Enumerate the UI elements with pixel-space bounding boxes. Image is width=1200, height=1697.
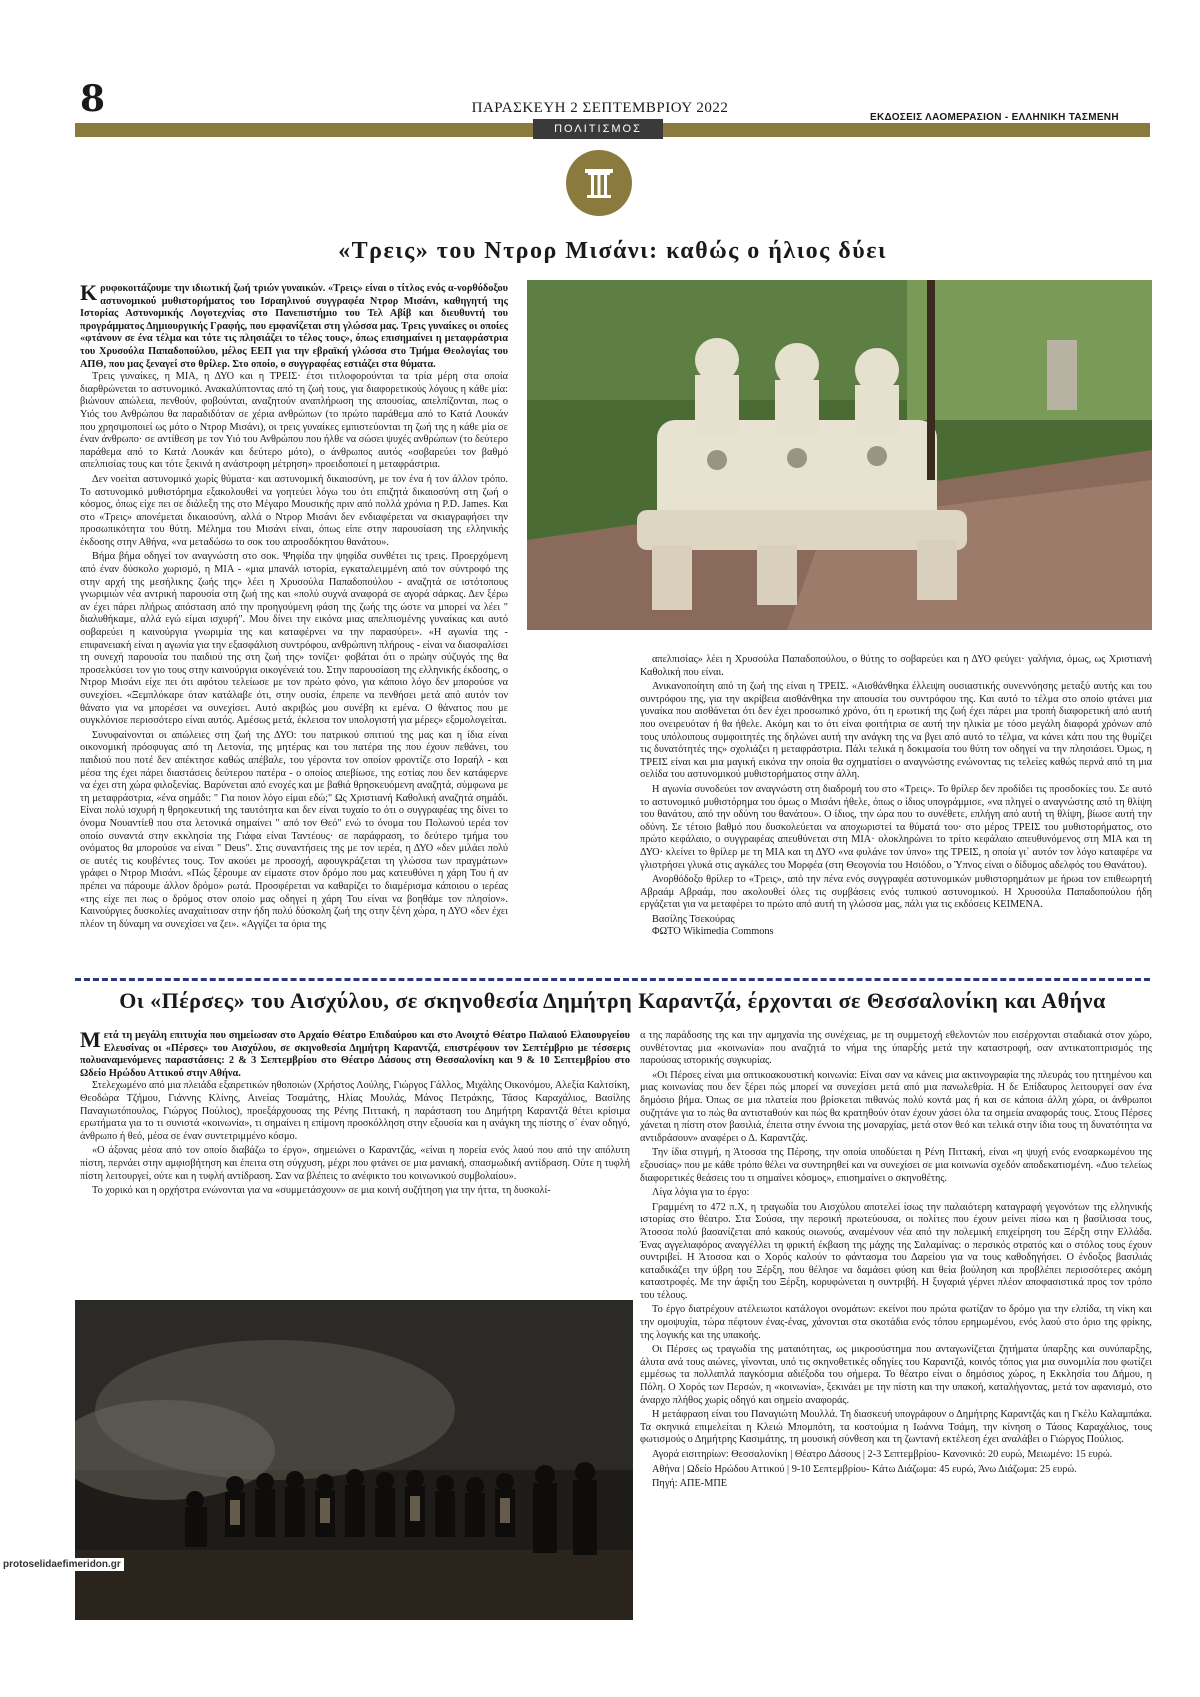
article2-left-column	[80, 1027, 630, 1200]
article1-paragraph: απελπισίας» λέει η Χρυσούλα Παπαδοπούλου, ο θύτης το σοβαρεύει και η ΔΥΟ φεύγει· γαλήνια, όμως, ως Χριστιανή Καθολική που είναι.	[640, 654, 1152, 678]
bench-sculpture-photo	[527, 280, 1152, 630]
article1-paragraph: Ανικανοποίητη από τη ζωή της είναι η ΤΡΕΙΣ. «Αισθάνθηκα έλλειψη ουσιαστικής συνεννόησης μεταξύ αυτής και του συντρόφου της, για την ακρίβεια αισθάνθηκα την απουσία του συντρόφου της. Και αυτό το τέλμα στο οποίο φτάνει μια γυναίκα που αισθάνεται ότι δεν έχει προσωπικό χρόνο, ότι η ερωτική της ζωή έχει πάρει μια τροπή διαφορετική από αυτή που ονειρευόταν ή θα ήθελε. Ακόμη και το ότι είναι φοιτήτρια σε αυτή την ηλικία με τόσο μεγάλη διαφορά χρόνων από τους υπόλοιπους συμφοιτητές της δηλώνει αυτή την ανάγκη της να βγει από αυτό το τέλμα, να κάνει κάτι που της θυμίζει τις δυνατότητές της» σχολιάζει η μεταφράστρια. Πάλι τελικά η δοκιμασία του θύτη τον οδηγεί να την πλησιάσει. Όμως, η ΤΡΕΙΣ είναι και μια μαγική εικόνα την οποία θα σχηματίσει ο αναγνώστης ενώνοντας τις τελείες καθώς περνά από τη μια σελίδα του αστυνομικού μυθιστορήματος στην άλλη.	[640, 681, 1152, 781]
article1-lead-text: ρυφοκοιτάζουμε την ιδιωτική ζωή τριών γυναικών. «Τρεις» είναι ο τίτλος ενός α-νορθόδοξου αστυνομικού μυθιστορήματος του Ισραηλινού συγγραφέα Ντρορ Μισάνι, καθηγητή της Ιστορίας Αστυνομικής Λογοτεχνίας στο Πανεπιστήμιο του Τελ Αβίβ και διευθυντή του προγράμματος Δημιουργικής Γραφής, που εμφανίζεται στη γλώσσα μας. Τρεις γυναίκες οι οποίες «φτάνουν σε ένα τέλμα και τότε τις πλησιάζει το τέλος τους», όπως επισημαίνει η μεταφράστρια του Χρυσούλα Παπαδοπούλου, μέλος ΕΕΠ για την εβραϊκή γλώσσα στο Τμήμα Θεολογίας του ΑΠΘ, που μας ξεναγεί στο θρίλερ. Στο οποίο, ο συγγραφέας εστιάζει στα θύματα.	[80, 283, 508, 370]
article2-paragraph: Το χορικό και η ορχήστρα ενώνονται για να «συμμετάσχουν» σε μια κοινή συζήτηση για την ήττα, τη δυσκολί-	[92, 1185, 551, 1197]
article2-paragraph: Γραμμένη το 472 π.Χ, η τραγωδία του Αισχύλου αποτελεί ίσως την παλαιότερη καταγραφή γεγονότων της ελληνικής ιστορίας στο θέατρο. Στα Σούσα, την περσική πρωτεύουσα, οι πολίτες που έχουν μείνει πίσω και η βασίλισσα τους, Άτοσσα πολύ βασανίζεται από κακούς οιωνούς, αναμένουν νέα από την πολεμική επιχείρηση του Ξέρξη στην Ελλάδα. Ένας αγγελιαφόρος αναγγέλλει τη φρικτή έκβαση της μάχης της Σαλαμίνας: ο περσικός στρατός και ο στόλος τους έχουν συντριβεί. Η Άτοσσα και ο Χορός καλούν το φάντασμα του Δαρείου για να τους καθοδηγήσει. Ο ένδοξος βασιλιάς καταδικάζει την ύβρη του Ξέρξη, που θέλησε να δαμάσει φύση και θεία βούληση και προβλέπει περισσότερες ακόμη καταστροφές. Με την άφιξη του Ξέρξη, κορυφώνεται η συντριβή. Η ξυγαριά γέρνει πλέον αποφασιστικά προς τον τρόπο του τέλους.	[640, 1201, 1152, 1301]
issue-date: ΠΑΡΑΣΚΕΥΗ 2 ΣΕΠΤΕΜΒΡΙΟΥ 2022	[471, 100, 729, 116]
article2-right-column	[640, 1030, 1152, 1493]
article2-dropcap: Μ	[80, 1027, 101, 1052]
article2-paragraph: Η μετάφραση είναι του Παναγιώτη Μουλλά. Τη διασκευή υπογράφουν ο Δημήτρης Καραντζάς και η Γκέλυ Καλαμπάκα. Τα σκηνικά επιμελείται η Κλειώ Μπομπότη, τα κοστούμια η Ιωάννα Τσάμη, την κίνηση ο Τάσος Καραχάλιος, τους φωτισμούς ο Δημήτρης Κασιμάτης, τη μουσική σύνθεση και τη ζωντανή εκτέλεση έχει αναλάβει ο Γιώργος Πούλιος.	[640, 1409, 1152, 1446]
section-label: ΠΟΛΙΤΙΣΜΟΣ	[533, 119, 663, 139]
page-number: 8	[80, 78, 106, 120]
article-separator	[75, 978, 1150, 981]
article2-headline: Οι «Πέρσες» του Αισχύλου, σε σκηνοθεσία Δημήτρη Καραντζά, έρχονται σε Θεσσαλονίκη και Αθήνα	[119, 988, 1106, 1013]
article1-paragraph: Βήμα βήμα οδηγεί τον αναγνώστη στο σοκ. Ψηφίδα την ψηφίδα συνθέτει τις τρεις. Προερχόμενη από έναν δύσκολο χωρισμό, η ΜΙΑ - «μια μπανάλ ιστορία, εγκαταλειμμένη από τον σύντροφό της στην αρχή της μεσήλικης ζωής της» λέει η Χρυσούλα Παπαδοπούλου - αναζητά σε ιστότοπους γνωριμιών νέα αντρική παρουσία στη ζωή της και «πολύ συχνά αναφορά σε αγορά σάρκας. Δεν ξέρω αν έχει πάρει πλήρως απόσταση από την προηγούμενη φάση της ζωής της ώστε να μπορεί να λέει " διαλυθήκαμε, αλλά εγώ είμαι ισχυρή". Μου δίνει την εικόνα μιας απελπισμένης γυναίκας και αυτό σοβαρεύει η καινούργια γνωριμία της και καταφέρνει να την παρασύρει». «Η αγωνία της - επιφανειακή είναι η αγωνία για την εξασφάλιση συντρόφου, ανθρώπινη πλήρους - είναι να διασφαλίσει τη συνεχή παρουσία του παιδιού της στη ζωή της» τονίζει· φοβάται ότι ο πρώην σύζυγός της θα προσελκύσει τον γιο τους στην καινούργια οικογένειά του. Στην παρουσίαση της ελληνικής έκδοσης, ο Ντρορ Μισάνι είχε πει ότι αφότου τελείωσε με τον πρώτο φόνο, για κάποιο λόγο δεν μπορούσε να συνεχίσει. «Ξεμπλόκαρε όταν κατάλαβε ότι, στην ουσία, έπρεπε να πενθήσει μετά από αυτόν τον θάνατο για να μπορέσει να συνεχίσει. Αυτό ακριβώς μου συνέβη κι εμένα. Ο θάνατος που με συγκλόνισε περισσότερο είναι αυτός. Αμέσως μετά, έκλεισα τον υπολογιστή για μέρες» εξομολογείται.	[80, 551, 508, 727]
article2-paragraph: «Ο άξονας μέσα από τον οποίο διαβάζω το έργο», σημειώνει ο Καραντζάς, «είναι η πορεία ενός λαού που από την απόλυτη πίστη, περνάει στην αμφισβήτηση και έπειτα στη σύγχυση, μέχρι που φτάνει σε μια μανιακή, σπασμωδική αντίδραση. Ούτε η τυφλή πίστη λειτουργεί, ούτε και η τυφλή αντίδραση. Σαν να βλέπεις το ανέφικτο του κοινωνικού συμβολαίου».	[80, 1145, 630, 1182]
article2-source: Πηγή: ΑΠΕ-ΜΠΕ	[652, 1478, 728, 1490]
masthead-logo: ΕΚΔΟΣΕΙΣ ΛΑΟΜΕΡΑΣΙΟΝ - ΕΛΛΗΝΙΚΗ ΤΑΣΜΕΝΗ	[870, 112, 1119, 123]
persians-performance-photo	[75, 1300, 633, 1620]
article1-paragraph: Ανορθόδοξο θρίλερ το «Τρεις», από την πένα ενός συγγραφέα αστυνομικών μυθιστορημάτων με ήρωα τον επιθεωρητή Αβραάμ Αβραάμ, που ακολουθεί όλες τις συμβάσεις ενός τυπικού αστυνομικού. Η Χρυσούλα Παπαδοπούλου ήδη εργάζεται για να μεταφέρει το πρώτο από αυτή τη γλώσσα μας, πάλι για τις εκδόσεις ΚΕΙΜΕΝΑ.	[640, 874, 1152, 911]
article1-author: Βασίλης Τσεκούρας	[652, 913, 735, 925]
website-watermark: protoselidaefimeridon.gr	[0, 1558, 124, 1571]
article1-lead	[80, 280, 508, 371]
column-emblem-icon	[566, 150, 632, 216]
article2-paragraph: Το έργο διατρέχουν ατέλειωτοι κατάλογοι ονομάτων: εκείνοι που πρώτα φωτίζαν το δρόμο για την ελπίδα, τη νίκη και την ομοψυχία, τώρα πέφτουν ένας-ένας, χάνονται στα σκοτάδια ενός τόπου ερημωμένου, ενός λαού στο όριο της φρίκης, της λογικής και της υπακοής.	[640, 1304, 1152, 1341]
article2-paragraph: Την ίδια στιγμή, η Άτοσσα της Πέρσης, την οποία υποδύεται η Ρένη Πιττακή, είναι «η ψυχή ενός ενσαρκωμένου της εξουσίας» που με κάθε τρόπο θέλει να συντηρηθεί και να συνεχίσει σε μια κοινωνία σχεδόν αποδεκατισμένη. «Δυο τελείως διαφορετικές θεάσεις του τι σημαίνει κόσμος», επισημαίνει ο σκηνοθέτης.	[640, 1147, 1152, 1184]
article1-left-column	[80, 280, 508, 933]
article1-paragraph: Συνυφαίνονται οι απώλειες στη ζωή της ΔΥΟ: του πατρικού σπιτιού της μας και η ίδια είναι οικονομική πρόσφυγας από τη Λετονία, της μητέρας και του πατέρα της που έχουν πεθάνει, του παιδιού που ποτέ δεν απέκτησε καθώς απέβαλε, του γέροντα τον οποίον φροντίζε στο Ισραήλ - και μέσα της έχει πάρει διαστάσεις δεύτερου πατέρα - ο οποίος απεβίωσε, της εστίας που δεν κατάφερνε να έχει στη χώρα φιλοξενίας. Βαρύνεται από ενοχές και με βαθιά θρησκευόμενη αναζητά, σύμφωνα με τη μεταφράστρια, «ένα σημάδι: " Για ποιον λόγο είμαι εδώ;" Ως Χριστιανή Καθολική αναζητά σημάδι. Είναι πολύ ισχυρή η θρησκευτική της ταυτότητα και δεν είναι τυχαίο το ότι ο συγγραφέας της δίνει το όνομα Νουαντίεθ που στα λετονικά σημαίνει " από τον Θεό" ενώ το όνομα του Πολωνού ιερέα τον οποίο συναντά στην εκκλησία της Γιάφα είναι Ταντέους· σε παράφραση, το δεύτερο τμήμα του ονόματος θα μπορούσε να είναι " Deus". Στις συναντήσεις της με τον ιερέα, η ΔΥΟ «δεν μιλάει πολύ σε αυτές τις κουβέντες τους. Τον ακούει με προσοχή, αφουγκράζεται τη γλώσσα των πραγμάτων» γράφει ο Ντρορ Μισάνι. «Πώς ξέρουμε αν είμαστε στον δρόμο που μας κατευθύνει η χάρη Του ή αν πρέπει να πάρουμε άλλον δρόμο» ρωτά. Προσφέρεται να καθαρίζει το διαμέρισμα κάποιου ο ιερέας «της είχε πει πως ο δρόμος στον οποίο μας οδηγεί η χάρη Του είναι να βοηθάμε τον πλησίον». Καινούργιες δυσκολίες αναχαίτισαν στην ήδη πολύ δύσκολη ζωή της στην ξένη χώρα, η ΔΥΟ «δεν έχει πλέον τη δύναμη να συνεχίσει να ζει». «Αγγίζει τα όρια της	[80, 729, 508, 930]
article1-right-column	[640, 654, 1152, 939]
article2-paragraph: Αθήνα | Ωδείο Ηρώδου Αττικού | 9-10 Σεπτεμβρίου- Κάτω Διάζωμα: 45 ευρώ, Άνω Διάζωμα: 25 ευρώ.	[652, 1463, 1077, 1475]
article2-lead-text: ετά τη μεγάλη επιτυχία που σημείωσαν στο Αρχαίο Θέατρο Επιδαύρου και στο Ανοιχτό Θέατρο Παλαιού Ελαιουργείου Ελευσίνας οι «Πέρσες» του Αισχύλου, σε σκηνοθεσία Δημήτρη Καραντζά, επιστρέφουν τον Σεπτέμβριο με τέσσερις πολυαναμενόμενες παραστάσεις: 2 & 3 Σεπτεμβρίου στο Θέατρο Δάσους στη Θεσσαλονίκη και 9 & 10 Σεπτεμβρίου στο Ωδείο Ηρώδου Αττικού στην Αθήνα.	[80, 1030, 630, 1079]
article1-paragraph: Δεν νοείται αστυνομικό χωρίς θύματα· και αστυνομική δικαιοσύνη, με τον ένα ή τον άλλον τρόπο. Το αστυνομικό μυθιστόρημα εξακολουθεί να γοητεύει λόγω του ότι επιζητά δικαιοσύνη στη ζωή ο κόσμος, όπως είχε πει σε διάλεξη της στο Μέγαρο Μουσικής πριν από πολλά χρόνια η P.D. James. Και στο «Τρεις» απονέμεται δικαιοσύνη, αλλά ο Ντρορ Μισάνι δεν ενδιαφέρεται να σκιαγραφήσει την προσωπικότητα του θύτη. Μέλημα του Μισάνι είναι, όπως είπε στην παρουσίαση της ελληνικής έκδοσης στην Αθήνα, «να μεταδώσω το σοκ του απροσδόκητου θανάτου».	[80, 473, 508, 548]
article2-paragraph: Οι Πέρσες ως τραγωδία της ματαιότητας, ως μικροσύστημα που ανταγωνίζεται ζητήματα ύπαρξης και συνύπαρξης, άλυτα ανά τους αιώνες, γίνονται, υπό τις σκηνοθετικές οδηγίες του Καραντζά, κοινός τόπος για μια συνομιλία που φωτίζει εμμέσως τα πολλαπλά παγκόσμια αδιέξοδα του σήμερα. Το θέατρο είναι ο δημόσιος χώρος, η Εκκλησία του Δήμου, η Πόλη. Ο Χορός των Περσών, η «κοινωνία», ξεκινάει με την πίστη και την υπακοή, καταλήγοντας, μετά τον αφανισμό, στο άναρχο πλήθος χωρίς οδηγό και σημείο αναφοράς.	[640, 1344, 1152, 1406]
article2-paragraph: α της παράδοσης της και την αμηχανία της συνέχειας, με τη συμμετοχή εθελοντών που εισέρχονται σταδιακά στον χώρο, συνθέτοντας μια «κοινωνία» που αναζητά το νήμα της ύπαρξής μετά την καταστροφή, σαν αντικατοπτρισμός της παρούσας ιστορικής συγκυρίας.	[640, 1030, 1152, 1067]
article1-photo-credit: ΦΩΤΟ Wikimedia Commons	[652, 926, 774, 938]
article2-lead	[80, 1027, 630, 1080]
article2-paragraph: «Οι Πέρσες είναι μια οπτικοακουστική κοινωνία: Είναι σαν να κάνεις μια ακτινογραφία της πλευράς του ηττημένου και μιας κοινωνίας που δεν ξέρει πώς μπορεί να συνεχίσει μετά από μια πανωλεθρία. Η δε Επίδαυρος λειτουργεί σαν ένα δημόσιο βήμα. Όπως σε μια πλατεία που βρίσκεται πιθανώς πολύ κοντά μας ή και σε κάποια άλλη χώρα, οι άνθρωποι συζητάνε για το πώς θα αντισταθούν και πώς θα κρατηθούν όταν έχουν χάσει όλα τα σημεία αναφοράς τους. Στους Πέρσες χάνεται η πίστη στον βασιλιά, έπειτα στην έννοια της μοναρχίας, μετά στον θεό και τελικά στην ίδια τους τη δυνατότητα να αντιδράσουν» αναφέρει ο Δ. Καραντζάς.	[640, 1069, 1152, 1144]
article2-paragraph: Αγορά εισιτηρίων: Θεσσαλονίκη | Θέατρο Δάσους | 2-3 Σεπτεμβρίου- Κανονικό: 20 ευρώ, Μειωμένο: 15 ευρώ.	[652, 1449, 1113, 1460]
article1-paragraph: Τρεις γυναίκες, η ΜΙΑ, η ΔΥΟ και η ΤΡΕΙΣ· έτσι τιτλοφορούνται τα τρία μέρη στα οποία διαρθρώνεται το αστυνομικό. Ανακαλύπτοντας από τη ζωή τους, για διαφορετικούς λόγους η κάθε μία: βιώνουν απώλεια, πενθούν, φοβούνται, αναζητούν αναπλήρωση της απουσίας, απελπίζονται, πως ο Υιός του Ανθρώπου θα παραδιδόταν σε χέρια ανθρώπων (το πρώτο παράθεμα από το Κατά Λουκάν που χρησιμοποιεί ως μότο ο Ντρορ Μισάνι), οι τρεις γυναίκες εμπιστεύονται τη ζωή της η κάθε μία σε έναν άνθρωπο· σε αντίθεση με τον Υιό του Ανθρώπου που ήλθε να σώσει ψυχές ανθρώπων (το δεύτερο παράθεμα από το Κατά Λουκάν και δεύτερο μότο), ο άνθρωπος αυτός «σοβαρεύει τον βαθμό απελπισίας τους και τότε ξεκινά η ανάστροφη μέτρηση» προειδοποιεί η μεταφράστρια.	[80, 371, 508, 471]
article2-paragraph: Στελεχωμένο από μια πλειάδα εξαιρετικών ηθοποιών (Χρήστος Λούλης, Γιώργος Γάλλος, Μιχάλης Οικονόμου, Αλεξία Καλτσίκη, Θεοδώρα Τζήμου, Γιάννης Κλίνης, Αινείας Τσαμάτης, Ηλίας Μουλάς, Μάνος Πετράκης, Τάσος Καραχάλιος, Βασίλης Παναγιωτόπουλος, Γιώργος Πούλιος), προεξάρχουσας της Ρένης Πιττακή, η παράσταση του Δημήτρη Καραντζά θέτει κρίσιμα ερωτήματα για το τι συνιστά «κοινωνία», τι σημαίνει η επίμονη προσκόλληση στην εξουσία και η ανάγκη της πίστης σ᾽ έναν οδηγό, άνθρωπο ή θεό, μέσα σε έναν συντετριμμένο κόσμο.	[80, 1080, 630, 1142]
article2-subheading: Λίγα λόγια για το έργο:	[652, 1187, 750, 1199]
article1-paragraph: Η αγωνία συνοδεύει τον αναγνώστη στη διαδρομή του στο «Τρεις». Το θρίλερ δεν προδίδει τις προσδοκίες του. Σε αυτό το αστυνομικό μυθιστόρημα του όμως ο Μισάνι ήθελε, όπως ο ίδιος υπογράμμισε, «να πληγεί ο αναγνώστης από τη θλίψη του θανάτου, από την οδύνη του θανάτου». Ο ίδιος, την ώρα που το συνέθετε, επλήγη από αυτή τη θλίψη, βίωσε αυτή την οδύνη. Σε τέτοιο βαθμό που δυσκολεύεται να αποχωριστεί τα θύματά του· στο μέρος ΤΡΕΙΣ του μυθιστορήματος, στο πρώτο κεφάλαιο, ο συγγραφέας απευθύνεται στη ΜΙΑ· ολοκληρώνει το τρίτο κεφάλαιο απευθυνόμενος στη ΜΙΑ και τη ΔΥΟ· κλείνει το θρίλερ με τη ΜΙΑ και τη ΔΥΟ «να φυλάνε τον ύπνο» της ΤΡΕΙΣ, η οποία γι᾽ αυτόν τον λόγο καταφέρε να γλιστρήσει γλυκά στις αγκάλες του Μορφέα (στη Θεογονία του Ησιόδου, ο Ύπνος είναι ο δίδυμος αδελφός του Θανάτου).	[640, 783, 1152, 871]
article1-dropcap: Κ	[80, 280, 98, 305]
article1-headline: «Τρεις» του Ντρορ Μισάνι: καθώς ο ήλιος δύει	[338, 238, 887, 264]
